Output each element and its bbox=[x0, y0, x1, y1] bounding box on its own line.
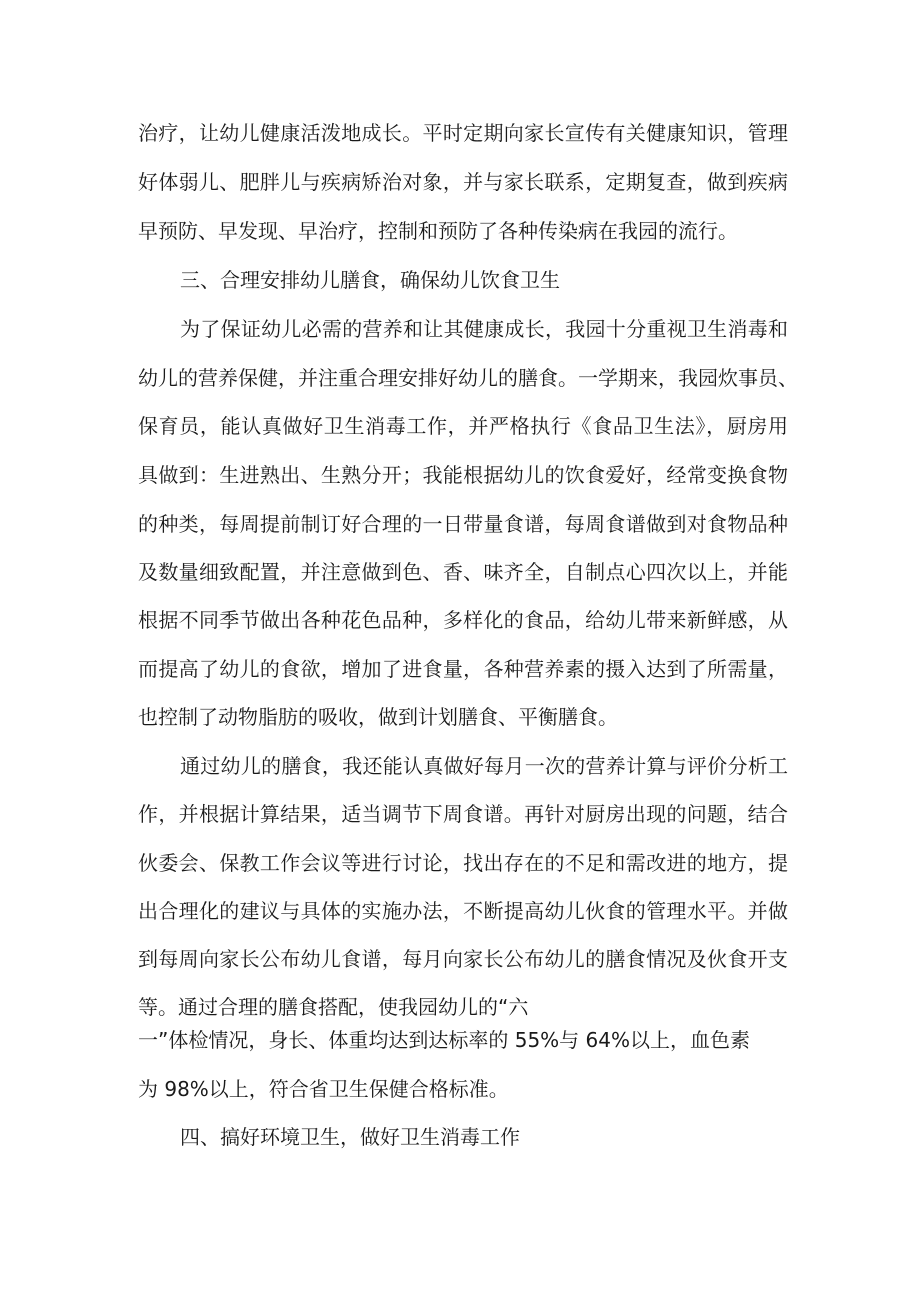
paragraph-line: 通过幼儿的膳食，我还能认真做好每月一次的营养计算与评价分析工 bbox=[180, 754, 788, 778]
paragraph-line: 等。通过合理的膳食搭配，使我园幼儿的“六 bbox=[138, 995, 529, 1019]
paragraph-line: 的种类，每周提前制订好合理的一日带量食谱，每周食谱做到对食物品种 bbox=[138, 512, 788, 536]
paragraph-line: 好体弱儿、肥胖儿与疾病矫治对象，并与家长联系，定期复查，做到疾病 bbox=[138, 170, 788, 194]
paragraph-line: 根据不同季节做出各种花色品种，多样化的食品，给幼儿带来新鲜感，从 bbox=[138, 608, 788, 632]
paragraph-line: 及数量细致配置，并注意做到色、香、味齐全，自制点心四次以上，并能 bbox=[138, 560, 788, 584]
paragraph-line: 而提高了幼儿的食欲，增加了进食量，各种营养素的摄入达到了所需量， bbox=[138, 657, 788, 681]
paragraph-line: 作，并根据计算结果，适当调节下周食谱。再针对厨房出现的问题，结合 bbox=[138, 802, 788, 826]
paragraph-line: 出合理化的建议与具体的实施办法，不断提高幼儿伙食的管理水平。并做 bbox=[138, 899, 788, 923]
paragraph-line: 具做到：生进熟出、生熟分开；我能根据幼儿的饮食爱好，经常变换食物 bbox=[138, 463, 788, 487]
paragraph-line: 到每周向家长公布幼儿食谱，每月向家长公布幼儿的膳食情况及伙食开支 bbox=[138, 947, 788, 971]
paragraph-line: 幼儿的营养保健，并注重合理安排好幼儿的膳食。一学期来，我园炊事员、 bbox=[138, 366, 798, 390]
paragraph-line: 也控制了动物脂肪的吸收，做到计划膳食、平衡膳食。 bbox=[138, 705, 618, 729]
paragraph-line: 为了保证幼儿必需的营养和让其健康成长，我园十分重视卫生消毒和 bbox=[180, 317, 788, 341]
section-heading: 四、搞好环境卫生，做好卫生消毒工作 bbox=[180, 1125, 520, 1149]
paragraph-line: 治疗，让幼儿健康活泼地成长。平时定期向家长宣传有关健康知识，管理 bbox=[138, 121, 788, 145]
paragraph-line: 保育员，能认真做好卫生消毒工作，并严格执行《食品卫生法》，厨房用 bbox=[138, 414, 788, 438]
paragraph-line: 早预防、早发现、早治疗，控制和预防了各种传染病在我园的流行。 bbox=[138, 219, 738, 243]
section-heading: 三、合理安排幼儿膳食，确保幼儿饮食卫生 bbox=[180, 268, 560, 292]
paragraph-line: 伙委会、保教工作会议等进行讨论，找出存在的不足和需改进的地方，提 bbox=[138, 851, 788, 875]
paragraph-line: 为 98%以上，符合省卫生保健合格标准。 bbox=[138, 1077, 509, 1101]
paragraph-line: 一”体检情况，身长、体重均达到达标率的 55%与 64%以上，血色素 bbox=[138, 1028, 750, 1052]
